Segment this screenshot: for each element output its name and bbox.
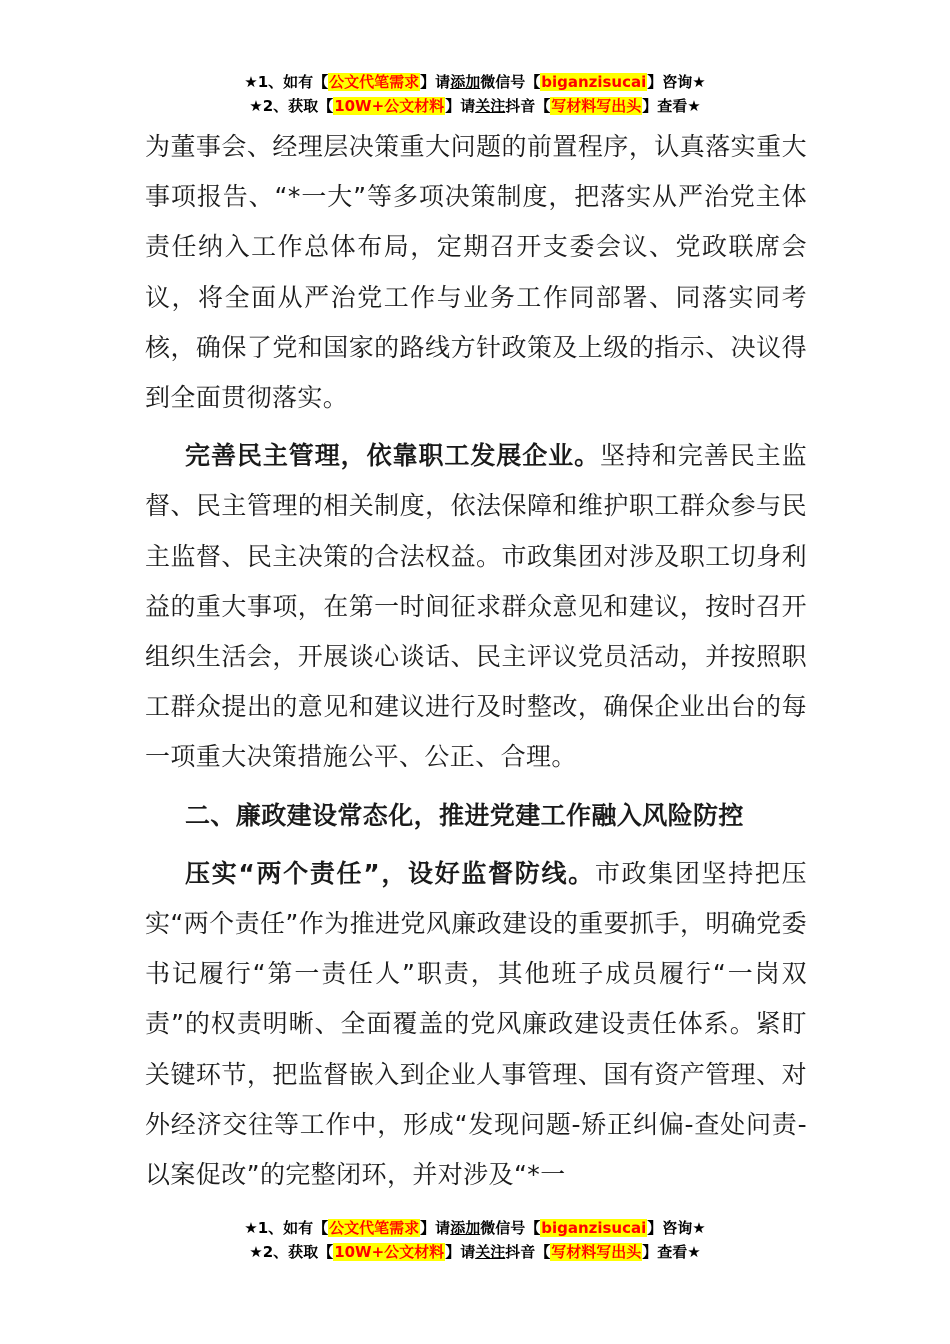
banner-text: ★1、如有【 [244,73,329,91]
banner-emphasis: 添加 [450,1219,481,1237]
banner-line-2 [0,1240,950,1264]
highlight-materials: 10W+公文材料 [334,1243,445,1261]
banner-text: 】请 [445,97,476,115]
paragraph-two-responsibilities [145,849,807,1200]
highlight-wechat-id: biganzisucai [541,1219,647,1237]
paragraph-text: 坚持和完善民主监督、民主管理的相关制度，依法保障和维护职工群众参与民主监督、民主决策的合法权益。市政集团对涉及职工切身利益的重大事项，在第一时间征求群众意见和建议，按时召开组织生活会，开展谈心谈话、民主评议党员活动，并按照职工群众提出的意见和建议进行及时整改，确保企业出台的每一项重大决策措施公平、公正、合理。 [145,441,808,772]
paragraph-lead: 完善民主管理，依靠职工发展企业。 [185,441,601,471]
banner-emphasis: 关注 [475,97,506,115]
banner-text: 】请 [420,73,451,91]
banner-text: ★1、如有【 [244,1219,329,1237]
banner-line-1 [0,1216,950,1240]
banner-text: 】请 [445,1243,476,1261]
banner-emphasis: 关注 [475,1243,506,1261]
paragraph-text: 市政集团坚持把压实“两个责任”作为推进党风廉政建设的重要抓手，明确党委书记履行“第一责任人”职责，其他班子成员履行“一岗双责”的权责明晰、全面覆盖的党风廉政建设责任体系。紧盯关键环节，把监督嵌入到企业人事管理、国有资产管理、对外经济交往等工作中，形成“发现问题-矫正纠偏-查处问责-以案促改”的完整闭环，并对涉及“*一 [145,858,808,1190]
highlight-materials: 10W+公文材料 [334,97,445,115]
banner-text: 】查看★ [642,1243,701,1261]
highlight-douyin-account: 写材料写出头 [551,1243,642,1261]
document-body [145,122,807,1200]
footer-banner [0,1216,950,1264]
highlight-service: 公文代笔需求 [329,1219,420,1237]
banner-text: 】查看★ [642,97,701,115]
banner-line-1 [0,70,950,94]
section-heading: 二、廉政建设常态化，推进党建工作融入风险防控 [185,800,744,830]
paragraph-continued: 为董事会、经理层决策重大问题的前置程序，认真落实重大事项报告、“*一大”等多项决策制度，把落实从严治党主体责任纳入工作总体布局，定期召开支委会议、党政联席会议，将全面从严治党工作与业务工作同部署、同落实同考核，确保了党和国家的路线方针政策及上级的指示、决议得到全面贯彻落实。 [145,132,807,413]
paragraph-democratic-management [145,431,807,782]
banner-text: ★2、获取【 [249,97,334,115]
highlight-douyin-account: 写材料写出头 [551,97,642,115]
banner-text: 微信号【 [480,1219,541,1237]
banner-emphasis: 添加 [450,73,481,91]
highlight-service: 公文代笔需求 [329,73,420,91]
banner-text: 微信号【 [480,73,541,91]
highlight-wechat-id: biganzisucai [541,73,647,91]
banner-text: 】咨询★ [647,1219,706,1237]
paragraph-lead: 压实“两个责任”，设好监督防线。 [185,858,595,888]
banner-text: 抖音【 [505,97,551,115]
banner-text: 抖音【 [505,1243,551,1261]
banner-text: 】咨询★ [647,73,706,91]
header-banner [0,70,950,118]
banner-line-2 [0,94,950,118]
banner-text: 】请 [420,1219,451,1237]
banner-text: ★2、获取【 [249,1243,334,1261]
